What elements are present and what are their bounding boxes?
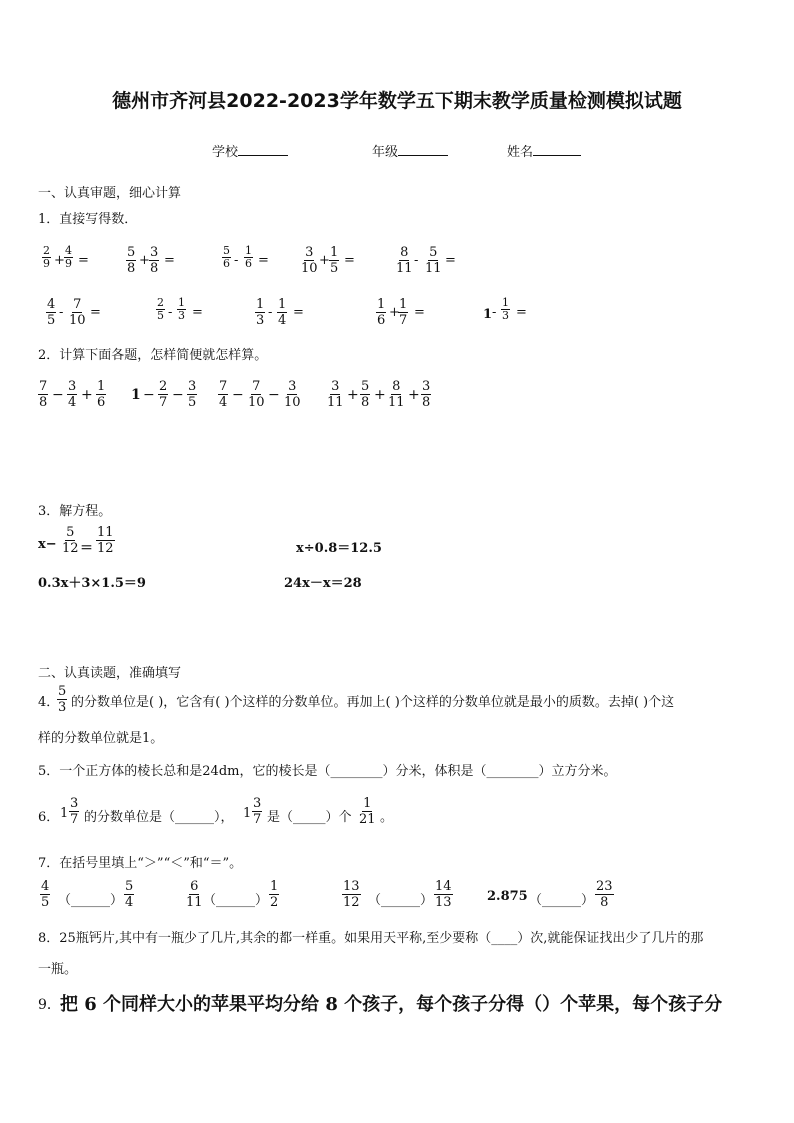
q4-text-line1: 的分数单位是( )，它含有( )个这样的分数单位。再加上( )个这样的分数单位就是最小的质数。去掉( )个这: [71, 695, 675, 710]
denominator: 7: [253, 812, 262, 827]
q2-fraction: [387, 379, 406, 410]
q2-operator: +: [347, 387, 359, 403]
numerator: 2: [157, 296, 164, 309]
q1-equals: =: [192, 305, 203, 320]
q6-fraction-2: [252, 796, 262, 827]
q7-blank: （______）: [368, 893, 434, 908]
numerator: 4: [47, 297, 56, 312]
numerator: 8: [400, 245, 409, 260]
numerator: 1: [270, 879, 279, 894]
denominator: 6: [97, 395, 106, 410]
q5-text: 5．一个正方体的棱长总和是24dm，它的棱长是（________）分米，体积是（________）立方分米。: [38, 764, 617, 779]
q2-operator: −: [268, 387, 280, 403]
numerator: 7: [219, 379, 228, 394]
q3-eq1-fraction-a: [61, 525, 80, 556]
denominator: 8: [361, 395, 370, 410]
grade-label: 年级: [372, 145, 399, 160]
numerator: 1: [363, 796, 372, 811]
q1-fraction-a: [156, 297, 165, 322]
q7-fraction-b: [124, 879, 134, 910]
q1-fraction-a: [222, 245, 231, 270]
numerator: 1: [256, 297, 265, 312]
denominator: 4: [125, 895, 134, 910]
q1-operator: -: [492, 305, 497, 320]
numerator: 1: [502, 296, 509, 309]
q1-fraction-a: [46, 297, 56, 328]
q1-equals: =: [293, 305, 304, 320]
q7-fraction-b: [434, 879, 453, 910]
q1-fraction-a: [126, 245, 136, 276]
q3-equation-4: 24x－x＝28: [284, 576, 362, 591]
q7-fraction-a: [40, 879, 50, 910]
numerator: 3: [305, 245, 314, 260]
denominator: 12: [343, 895, 360, 910]
q2-operator: −: [172, 387, 184, 403]
numerator: 1: [178, 296, 185, 309]
denominator: 21: [359, 812, 376, 827]
numerator: 13: [343, 879, 360, 894]
q3-eq1-prefix: x−: [38, 537, 57, 552]
numerator: 3: [150, 245, 159, 260]
denominator: 10: [284, 395, 301, 410]
q6-text-2: 是（_____）个: [267, 810, 352, 825]
denominator: 10: [301, 261, 318, 276]
denominator: 11: [425, 261, 442, 276]
q1-label: 1．直接写得数．: [38, 212, 138, 227]
denominator: 11: [388, 395, 405, 410]
q7-blank: （______）: [529, 893, 595, 908]
q1-fraction-b: [64, 245, 73, 270]
q6-number: 6．: [38, 810, 60, 825]
denominator: 11: [396, 261, 413, 276]
denominator: 4: [278, 313, 287, 328]
numerator: 3: [68, 379, 77, 394]
numerator: 11: [97, 525, 114, 540]
q3-equation-3: 0.3x＋3×1.5＝9: [38, 576, 146, 591]
q6-whole-1: 1: [60, 806, 69, 821]
denominator: 8: [127, 261, 136, 276]
q2-operator: −: [52, 387, 64, 403]
numerator: 23: [596, 879, 613, 894]
q2-operator: −: [232, 387, 244, 403]
q7-label: 7．在括号里填上“＞”“＜”和“＝”。: [38, 856, 243, 871]
denominator: 12: [97, 541, 114, 556]
denominator: 8: [150, 261, 159, 276]
q1-whole: 1: [483, 307, 493, 322]
q7-fraction-a: [342, 879, 361, 910]
denominator: 12: [62, 541, 79, 556]
denominator: 5: [188, 395, 197, 410]
q1-operator: -: [234, 253, 239, 268]
q6-text-3: 。: [380, 810, 394, 825]
numerator: 4: [41, 879, 50, 894]
q1-operator: -: [59, 305, 64, 320]
denominator: 6: [377, 313, 386, 328]
q1-equals: =: [78, 253, 89, 268]
denominator: 5: [47, 313, 56, 328]
q1-fraction-a: [395, 245, 414, 276]
q1-equals: =: [516, 305, 527, 320]
denominator: 4: [219, 395, 228, 410]
q1-equals: =: [414, 305, 425, 320]
q1-equals: =: [258, 253, 269, 268]
denominator: 7: [70, 812, 79, 827]
denominator: 8: [422, 395, 431, 410]
q6-text-1: 的分数单位是（______），: [84, 810, 234, 825]
q7-blank: （______）: [58, 893, 124, 908]
q1-operator: -: [414, 253, 419, 268]
denominator: 7: [159, 395, 168, 410]
q2-fraction: [158, 379, 168, 410]
q2-fraction: [67, 379, 77, 410]
denominator: 2: [270, 895, 279, 910]
q9-text: 把 6 个同样大小的苹果平均分给 8 个孩子，每个孩子分得（）个苹果，每个孩子分: [60, 994, 723, 1015]
denominator: 8: [39, 395, 48, 410]
q8-line2: 一瓶。: [38, 962, 78, 977]
denominator: 3: [178, 309, 185, 322]
q1-operator: +: [389, 305, 400, 320]
school-field[interactable]: [212, 141, 288, 160]
denominator: 10: [248, 395, 265, 410]
q2-fraction: [187, 379, 197, 410]
q1-operator: -: [268, 305, 273, 320]
numerator: 1: [377, 297, 386, 312]
numerator: 1: [330, 245, 339, 260]
section1-heading: 一、认真审题，细心计算: [38, 186, 182, 201]
numerator: 1: [278, 297, 287, 312]
q7-fraction-a: [185, 879, 204, 910]
q2-fraction: [326, 379, 345, 410]
q2-operator: +: [374, 387, 386, 403]
numerator: 5: [127, 245, 136, 260]
q1-operator: +: [139, 253, 150, 268]
q2-fraction: [283, 379, 302, 410]
numerator: 3: [331, 379, 340, 394]
q8-line1: 8．25瓶钙片,其中有一瓶少了几片,其余的都一样重。如果用天平称,至少要称（____）次,就能保证找出少了几片的那: [38, 931, 704, 946]
q1-fraction-b: [501, 297, 510, 322]
denominator: 7: [399, 313, 408, 328]
name-field[interactable]: [507, 141, 581, 160]
q1-equals: =: [445, 253, 456, 268]
denominator: 5: [41, 895, 50, 910]
numerator: 2: [43, 244, 50, 257]
q1-fraction-b: [244, 245, 253, 270]
numerator: 3: [253, 796, 262, 811]
q1-fraction-b: [398, 297, 408, 328]
q2-operator: +: [408, 387, 420, 403]
q7-blank: （______）: [203, 893, 269, 908]
denominator: 9: [43, 257, 50, 270]
grade-field[interactable]: [372, 141, 448, 160]
denominator: 9: [65, 257, 72, 270]
q2-fraction: [96, 379, 106, 410]
q3-label: 3．解方程。: [38, 504, 112, 519]
denominator: 6: [245, 257, 252, 270]
q4-number: 4．: [38, 695, 60, 710]
q1-equals: =: [90, 305, 101, 320]
numerator: 1: [97, 379, 106, 394]
numerator: 3: [422, 379, 431, 394]
q2-fraction: [38, 379, 48, 410]
q7-fraction-b: [595, 879, 614, 910]
q2-fraction: [218, 379, 228, 410]
denominator: 6: [223, 257, 230, 270]
q1-fraction-b: [68, 297, 87, 328]
q1-fraction-a: [300, 245, 319, 276]
q1-operator: +: [54, 253, 65, 268]
numerator: 14: [435, 879, 452, 894]
denominator: 11: [327, 395, 344, 410]
denominator: 8: [600, 895, 609, 910]
numerator: 2: [159, 379, 168, 394]
school-label: 学校: [212, 145, 239, 160]
numerator: 7: [39, 379, 48, 394]
numerator: 5: [125, 879, 134, 894]
q7-fraction-b: [269, 879, 279, 910]
denominator: 3: [502, 309, 509, 322]
denominator: 10: [69, 313, 86, 328]
numerator: 7: [73, 297, 82, 312]
numerator: 3: [188, 379, 197, 394]
q6-fraction-3: [358, 796, 377, 827]
q4-text-line2: 样的分数单位就是1。: [38, 731, 164, 746]
numerator: 6: [190, 879, 199, 894]
denominator: 11: [186, 895, 203, 910]
q6-whole-2: 1: [243, 806, 252, 821]
q1-operator: +: [319, 253, 330, 268]
numerator: 3: [70, 796, 79, 811]
denominator: 3: [58, 700, 67, 715]
q2-fraction: [360, 379, 370, 410]
q1-operator: -: [168, 305, 173, 320]
numerator: 1: [399, 297, 408, 312]
q2-label: 2．计算下面各题，怎样简便就怎样算。: [38, 348, 268, 363]
q1-fraction-a: [255, 297, 265, 328]
q7-whole: 2.875: [487, 889, 528, 904]
q1-fraction-b: [177, 297, 186, 322]
numerator: 5: [66, 525, 75, 540]
q1-fraction-b: [329, 245, 339, 276]
q1-equals: =: [164, 253, 175, 268]
q4-fraction: [57, 684, 67, 715]
numerator: 4: [65, 244, 72, 257]
q2-operator: −: [143, 387, 155, 403]
page-title: 德州市齐河县2022-2023学年数学五下期末教学质量检测模拟试题: [112, 90, 682, 112]
q1-fraction-b: [424, 245, 443, 276]
q1-equals: =: [344, 253, 355, 268]
q3-eq1-fraction-b: [96, 525, 115, 556]
denominator: 13: [435, 895, 452, 910]
q9-number: 9．: [38, 997, 61, 1013]
numerator: 5: [429, 245, 438, 260]
denominator: 4: [68, 395, 77, 410]
q1-fraction-b: [149, 245, 159, 276]
name-label: 姓名: [507, 145, 534, 160]
section2-heading: 二、认真读题，准确填写: [38, 666, 182, 681]
q6-fraction-1: [69, 796, 79, 827]
denominator: 5: [157, 309, 164, 322]
q1-fraction-a: [42, 245, 51, 270]
q2-operator: +: [81, 387, 93, 403]
numerator: 5: [223, 244, 230, 257]
numerator: 3: [288, 379, 297, 394]
denominator: 5: [330, 261, 339, 276]
q2-fraction: [247, 379, 266, 410]
q3-equation-2: x÷0.8＝12.5: [296, 541, 382, 556]
numerator: 5: [361, 379, 370, 394]
q2-fraction: [421, 379, 431, 410]
q2-whole: 1: [131, 387, 141, 403]
q1-fraction-b: [277, 297, 287, 328]
numerator: 5: [58, 684, 67, 699]
q3-eq1-equals: ＝: [80, 541, 94, 556]
numerator: 8: [392, 379, 401, 394]
numerator: 7: [252, 379, 261, 394]
numerator: 1: [245, 244, 252, 257]
q1-fraction-a: [376, 297, 386, 328]
denominator: 3: [256, 313, 265, 328]
